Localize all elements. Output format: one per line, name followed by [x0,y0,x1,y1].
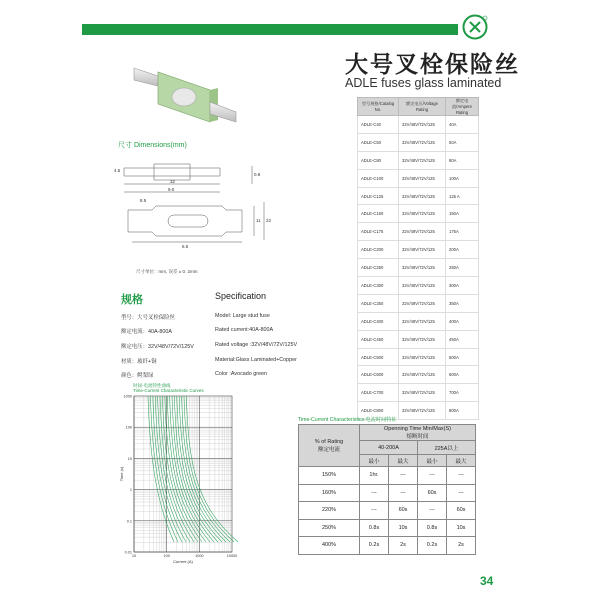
tc-header-rating [299,425,360,467]
tc-cell-min-1: 0.2s [360,537,389,555]
catalog-cell-voltage: 32V/48V/72V/125 [399,241,446,259]
spec-model-en: Model: Large stud fuse [215,313,270,319]
dim-label-11: 11 [256,218,261,223]
tc-cell-min-2: --- [418,502,447,520]
catalog-row [358,277,479,295]
dim-label-9: 9.0 [168,187,175,192]
catalog-header-ampere: 额定电流/Ampere Rating [446,98,479,116]
catalog-cell-ampere: 700A [446,384,479,402]
tc-cell-max-2: --- [447,467,476,485]
catalog-cell-ampere: 600A [446,366,479,384]
catalog-cell-no: ADLE-C100 [358,169,399,187]
product-photo [128,50,240,130]
spec-voltage-en: Rated voltage :32V/48V/72V/125V [215,342,298,348]
tc-header-rating-en: % of Rating [314,438,344,445]
catalog-cell-ampere: 500A [446,348,479,366]
dim-label-45: 4.5 [114,168,121,173]
catalog-row [358,223,479,241]
spec-model-cn: 型号：大号叉栓保险丝 [121,315,175,321]
tc-header-opening [360,425,476,441]
catalog-header-voltage: 额定电压/Voltage Rating [399,98,446,116]
catalog-cell-ampere: 80A [446,151,479,169]
catalog-cell-voltage: 32V/48V/72V/125 [399,312,446,330]
x-tick-label: 1000 [195,554,204,558]
dimensions-drawing [112,150,280,260]
catalog-cell-voltage: 32V/48V/72V/125 [399,187,446,205]
catalog-cell-voltage: 32V/48V/72V/125 [399,223,446,241]
catalog-header-no: 型号规格/Catalog No. [358,98,399,116]
time-current-table [298,424,476,555]
catalog-cell-no: ADLE-C500 [358,348,399,366]
catalog-cell-no: ADLE-C50 [358,133,399,151]
tc-cell-min-2: 0.8s [418,519,447,537]
page-title-cn: 大号叉栓保险丝 [345,52,520,78]
tc-row [299,519,476,537]
spec-current-en: Rated current:40A-800A [215,327,274,333]
catalog-cell-no: ADLE-C300 [358,277,399,295]
tc-cell-max-1: 60s [389,502,418,520]
catalog-cell-ampere: 300A [446,277,479,295]
tc-cell-min-2: --- [418,467,447,485]
tc-cell-min-1: --- [360,502,389,520]
catalog-row [358,205,479,223]
catalog-cell-no: ADLE-C350 [358,294,399,312]
y-axis-label: Time (s) [119,466,124,482]
dim-label-08: 0.8 [254,172,261,177]
catalog-row [358,241,479,259]
tc-cell-rating: 250% [299,519,360,537]
tc-row [299,484,476,502]
x-axis-label: Current (A) [173,559,193,564]
dim-label-32: 32 [170,179,176,184]
catalog-cell-voltage: 32V/48V/72V/125 [399,169,446,187]
catalog-cell-ampere: 150A [446,205,479,223]
tc-row [299,467,476,485]
catalog-cell-no: ADLE-C175 [358,223,399,241]
spec-color-cn: 颜色：鳄梨绿 [121,373,154,379]
header-green-bar [82,24,458,35]
page-number: 34 [480,574,494,588]
catalog-row [358,294,479,312]
brand-logo-icon [462,14,488,40]
tc-row [299,537,476,555]
catalog-row [358,330,479,348]
catalog-cell-no: ADLE-C400 [358,312,399,330]
tc-cell-rating: 400% [299,537,360,555]
curve-title-cn: 时间-电流特性曲线 [133,383,171,388]
curve-title-en: Time-Current Characteristic Curves [133,388,204,393]
x-tick-label: 10 [131,554,137,558]
catalog-cell-ampere: 125 A [446,187,479,205]
tc-header-opening-cn: 熔断时间 [406,433,429,440]
y-tick-label: 10 [127,456,132,461]
tc-cell-max-1: --- [389,484,418,502]
catalog-row [358,116,479,134]
catalog-cell-voltage: 32V/48V/72V/125 [399,294,446,312]
time-current-curve-chart [118,392,236,567]
tc-group-2: 225A以上 [418,441,476,455]
tc-max-1: 最大 [389,455,418,467]
tc-cell-rating: 160% [299,484,360,502]
tc-cell-max-2: 10s [447,519,476,537]
tc-cell-max-1: 10s [389,519,418,537]
catalog-cell-ampere: 400A [446,312,479,330]
x-tick-label: 10000 [226,554,238,558]
tc-header-rating-cn: 额定电流 [317,446,340,453]
catalog-row [358,366,479,384]
catalog-cell-no: ADLE-C450 [358,330,399,348]
catalog-cell-no: ADLE-C125 [358,187,399,205]
spec-color-en: Color :Avocado green [215,371,268,377]
catalog-cell-voltage: 32V/48V/72V/125 [399,133,446,151]
catalog-row [358,348,479,366]
tc-cell-rating: 150% [299,467,360,485]
x-tick-label: 100 [163,554,170,558]
catalog-cell-voltage: 32V/48V/72V/125 [399,384,446,402]
catalog-row [358,187,479,205]
catalog-table [357,97,479,420]
spec-voltage-cn: 额定电压：32V/48V/72V/125V [121,344,194,350]
specification-title-en: Specification [215,291,267,301]
spec-material-cn: 材质：玻纤+铜 [121,359,157,365]
catalog-cell-ampere: 350A [446,294,479,312]
catalog-cell-ampere: 200A [446,241,479,259]
catalog-cell-no: ADLE-C40 [358,116,399,134]
catalog-cell-no: ADLE-C150 [358,205,399,223]
dim-label-85: 8.5 [140,198,147,203]
catalog-cell-ampere: 50A [446,133,479,151]
catalog-cell-ampere: 100A [446,169,479,187]
y-tick-label: 0.1 [126,519,132,524]
catalog-cell-ampere: 800A [446,402,479,420]
catalog-cell-voltage: 32V/48V/72V/125 [399,151,446,169]
tc-cell-rating: 220% [299,502,360,520]
catalog-row [358,312,479,330]
tc-cell-max-1: --- [389,467,418,485]
tc-cell-max-2: 2s [447,537,476,555]
catalog-cell-voltage: 32V/48V/72V/125 [399,402,446,420]
catalog-cell-no: ADLE-C600 [358,366,399,384]
tc-min-1: 最小 [360,455,389,467]
catalog-cell-ampere: 40A [446,116,479,134]
tc-cell-max-2: 60s [447,502,476,520]
tc-cell-max-1: 2s [389,537,418,555]
catalog-cell-ampere: 175A [446,223,479,241]
catalog-cell-no: ADLE-C800 [358,402,399,420]
tc-min-2: 最小 [418,455,447,467]
specification-title-cn: 规格 [121,293,143,306]
spec-material-en: Material:Glass Laminated+Copper [215,357,297,363]
catalog-row [358,169,479,187]
catalog-cell-no: ADLE-C80 [358,151,399,169]
catalog-cell-no: ADLE-C250 [358,259,399,277]
tc-cell-min-2: 0.2s [418,537,447,555]
catalog-cell-voltage: 32V/48V/72V/125 [399,205,446,223]
spec-current-cn: 额定电流：40A-800A [121,329,172,335]
tc-cell-min-1: --- [360,484,389,502]
catalog-cell-voltage: 32V/48V/72V/125 [399,116,446,134]
y-tick-label: 0.01 [124,550,132,555]
catalog-cell-voltage: 32V/48V/72V/125 [399,348,446,366]
tc-cell-min-2: 60s [418,484,447,502]
catalog-row [358,384,479,402]
catalog-cell-ampere: 250A [446,259,479,277]
dimensions-note: 尺寸单位：mm, 误差 ± 0. 2mm [136,269,198,274]
dimensions-label: 尺寸 Dimensions(mm) [118,142,187,149]
catalog-cell-voltage: 32V/48V/72V/125 [399,259,446,277]
y-tick-label: 1000 [123,394,132,399]
catalog-cell-voltage: 32V/48V/72V/125 [399,330,446,348]
tc-cell-max-2: --- [447,484,476,502]
catalog-cell-no: ADLE-C200 [358,241,399,259]
catalog-cell-voltage: 32V/48V/72V/125 [399,366,446,384]
tc-cell-min-1: 1hr. [360,467,389,485]
tc-group-1: 40-200A [360,441,418,455]
tc-max-2: 最大 [447,455,476,467]
dim-label-22: 22 [266,218,272,223]
catalog-cell-ampere: 450A [446,330,479,348]
tc-cell-min-1: 0.8s [360,519,389,537]
catalog-cell-no: ADLE-C700 [358,384,399,402]
catalog-row [358,133,479,151]
catalog-row [358,259,479,277]
y-tick-label: 1 [129,488,132,493]
tc-row [299,502,476,520]
dim-label-65: 6.5 [182,244,189,249]
page-title-en: ADLE fuses glass laminated [345,76,502,90]
tc-header-opening-en: Openning Time Min/Max(S) [384,425,451,432]
catalog-cell-voltage: 32V/48V/72V/125 [399,277,446,295]
y-tick-label: 100 [125,425,132,430]
catalog-row [358,151,479,169]
time-current-label: Time-Current Characteristics:电流时间特征 [298,417,397,423]
